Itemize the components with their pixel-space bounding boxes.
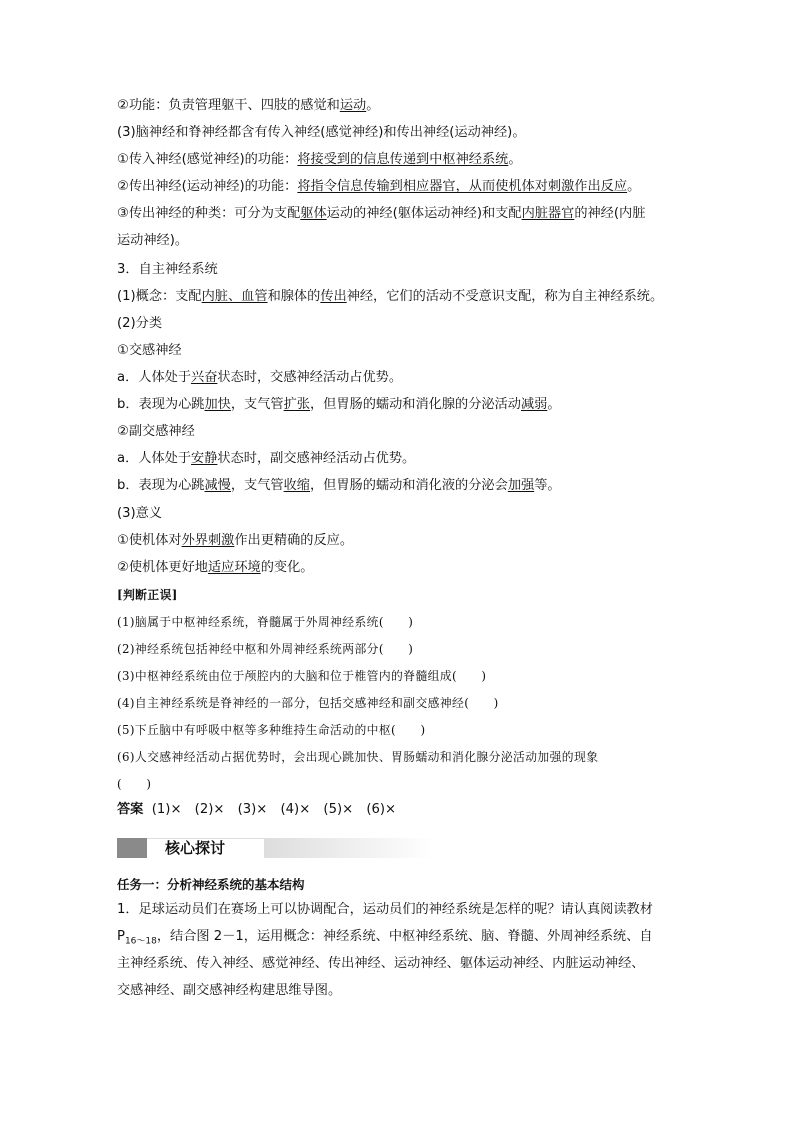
section-banner — [117, 838, 435, 858]
text-line: ①交感神经 — [117, 343, 182, 358]
text-line: 运动神经)。 — [117, 233, 189, 248]
text-line: ①使机体对外界刺激作出更精确的反应。 — [117, 533, 354, 548]
text-line: ②功能：负责管理躯干、四肢的感觉和运动。 — [117, 98, 380, 113]
section-heading: 3．自主神经系统 — [117, 262, 218, 277]
text-line: a．人体处于安静状态时，副交感神经活动占优势。 — [117, 451, 416, 466]
answer-text: (1)× (2)× (3)× (4)× (5)× (6)× — [151, 802, 397, 817]
text-line: ②副交感神经 — [117, 424, 195, 439]
judge-item: (4)自主神经系统是脊神经的一部分，包括交感神经和副交感神经( ) — [117, 696, 499, 710]
question-line: 主神经系统、传入神经、感觉神经、传出神经、运动神经、躯体运动神经、内脏运动神经、 — [117, 956, 645, 971]
judge-item: ( ) — [117, 777, 152, 791]
text-line: ①传入神经(感觉神经)的功能：将接受到的信息传递到中枢神经系统。 — [117, 152, 522, 167]
question-line: $P_{16\sim 18}$，结合图 2－1，运用概念：神经系统、中枢神经系统、脑、脊髓、外周神经系统、自 — [117, 929, 653, 947]
task-title: 任务一：分析神经系统的基本结构 — [117, 877, 305, 892]
judge-heading: [判断正误] — [117, 588, 178, 602]
judge-item: (1)脑属于中枢神经系统，脊髓属于外周神经系统( ) — [117, 615, 414, 629]
judge-item: (5)下丘脑中有呼吸中枢等多种维持生命活动的中枢( ) — [117, 723, 426, 737]
text-line: ②使机体更好地适应环境的变化。 — [117, 560, 314, 575]
question-line: 交感神经、副交感神经构建思维导图。 — [117, 983, 342, 998]
text-line: (2)分类 — [117, 316, 163, 331]
text-line: (3)脑神经和脊神经都含有传入神经(感觉神经)和传出神经(运动神经)。 — [117, 125, 526, 140]
question-line: 1．足球运动员们在赛场上可以协调配合，运动员们的神经系统是怎样的呢？请认真阅读教材 — [117, 902, 653, 917]
text-line: (3)意义 — [117, 506, 163, 521]
answer-label: 答案 — [117, 802, 144, 817]
text-line: b．表现为心跳减慢，支气管收缩，但胃肠的蠕动和消化液的分泌会加强等。 — [117, 478, 561, 493]
text-line: (1)概念：支配内脏、血管和腺体的传出神经，它们的活动不受意识支配，称为自主神经系统。 — [117, 289, 664, 304]
judge-item: (3)中枢神经系统由位于颅腔内的大脑和位于椎管内的脊髓组成( ) — [117, 669, 487, 683]
text-line: ②传出神经(运动神经)的功能：将指令信息传输到相应器官，从而使机体对刺激作出反应。 — [117, 179, 641, 194]
text-line: a．人体处于兴奋状态时，交感神经活动占优势。 — [117, 370, 403, 385]
text-line: ③传出神经的种类：可分为支配躯体运动的神经(躯体运动神经)和支配内脏器官的神经(内脏 — [117, 206, 646, 221]
text-line: b．表现为心跳加快，支气管扩张，但胃肠的蠕动和消化腺的分泌活动减弱。 — [117, 397, 561, 412]
judge-item: (6)人交感神经活动占据优势时，会出现心跳加快、胃肠蠕动和消化腺分泌活动加强的现象 — [117, 750, 599, 764]
answer-line — [117, 800, 396, 820]
section-title: 核心探讨 — [165, 839, 226, 857]
judge-item: (2)神经系统包括神经中枢和外周神经系统两部分( ) — [117, 642, 414, 656]
